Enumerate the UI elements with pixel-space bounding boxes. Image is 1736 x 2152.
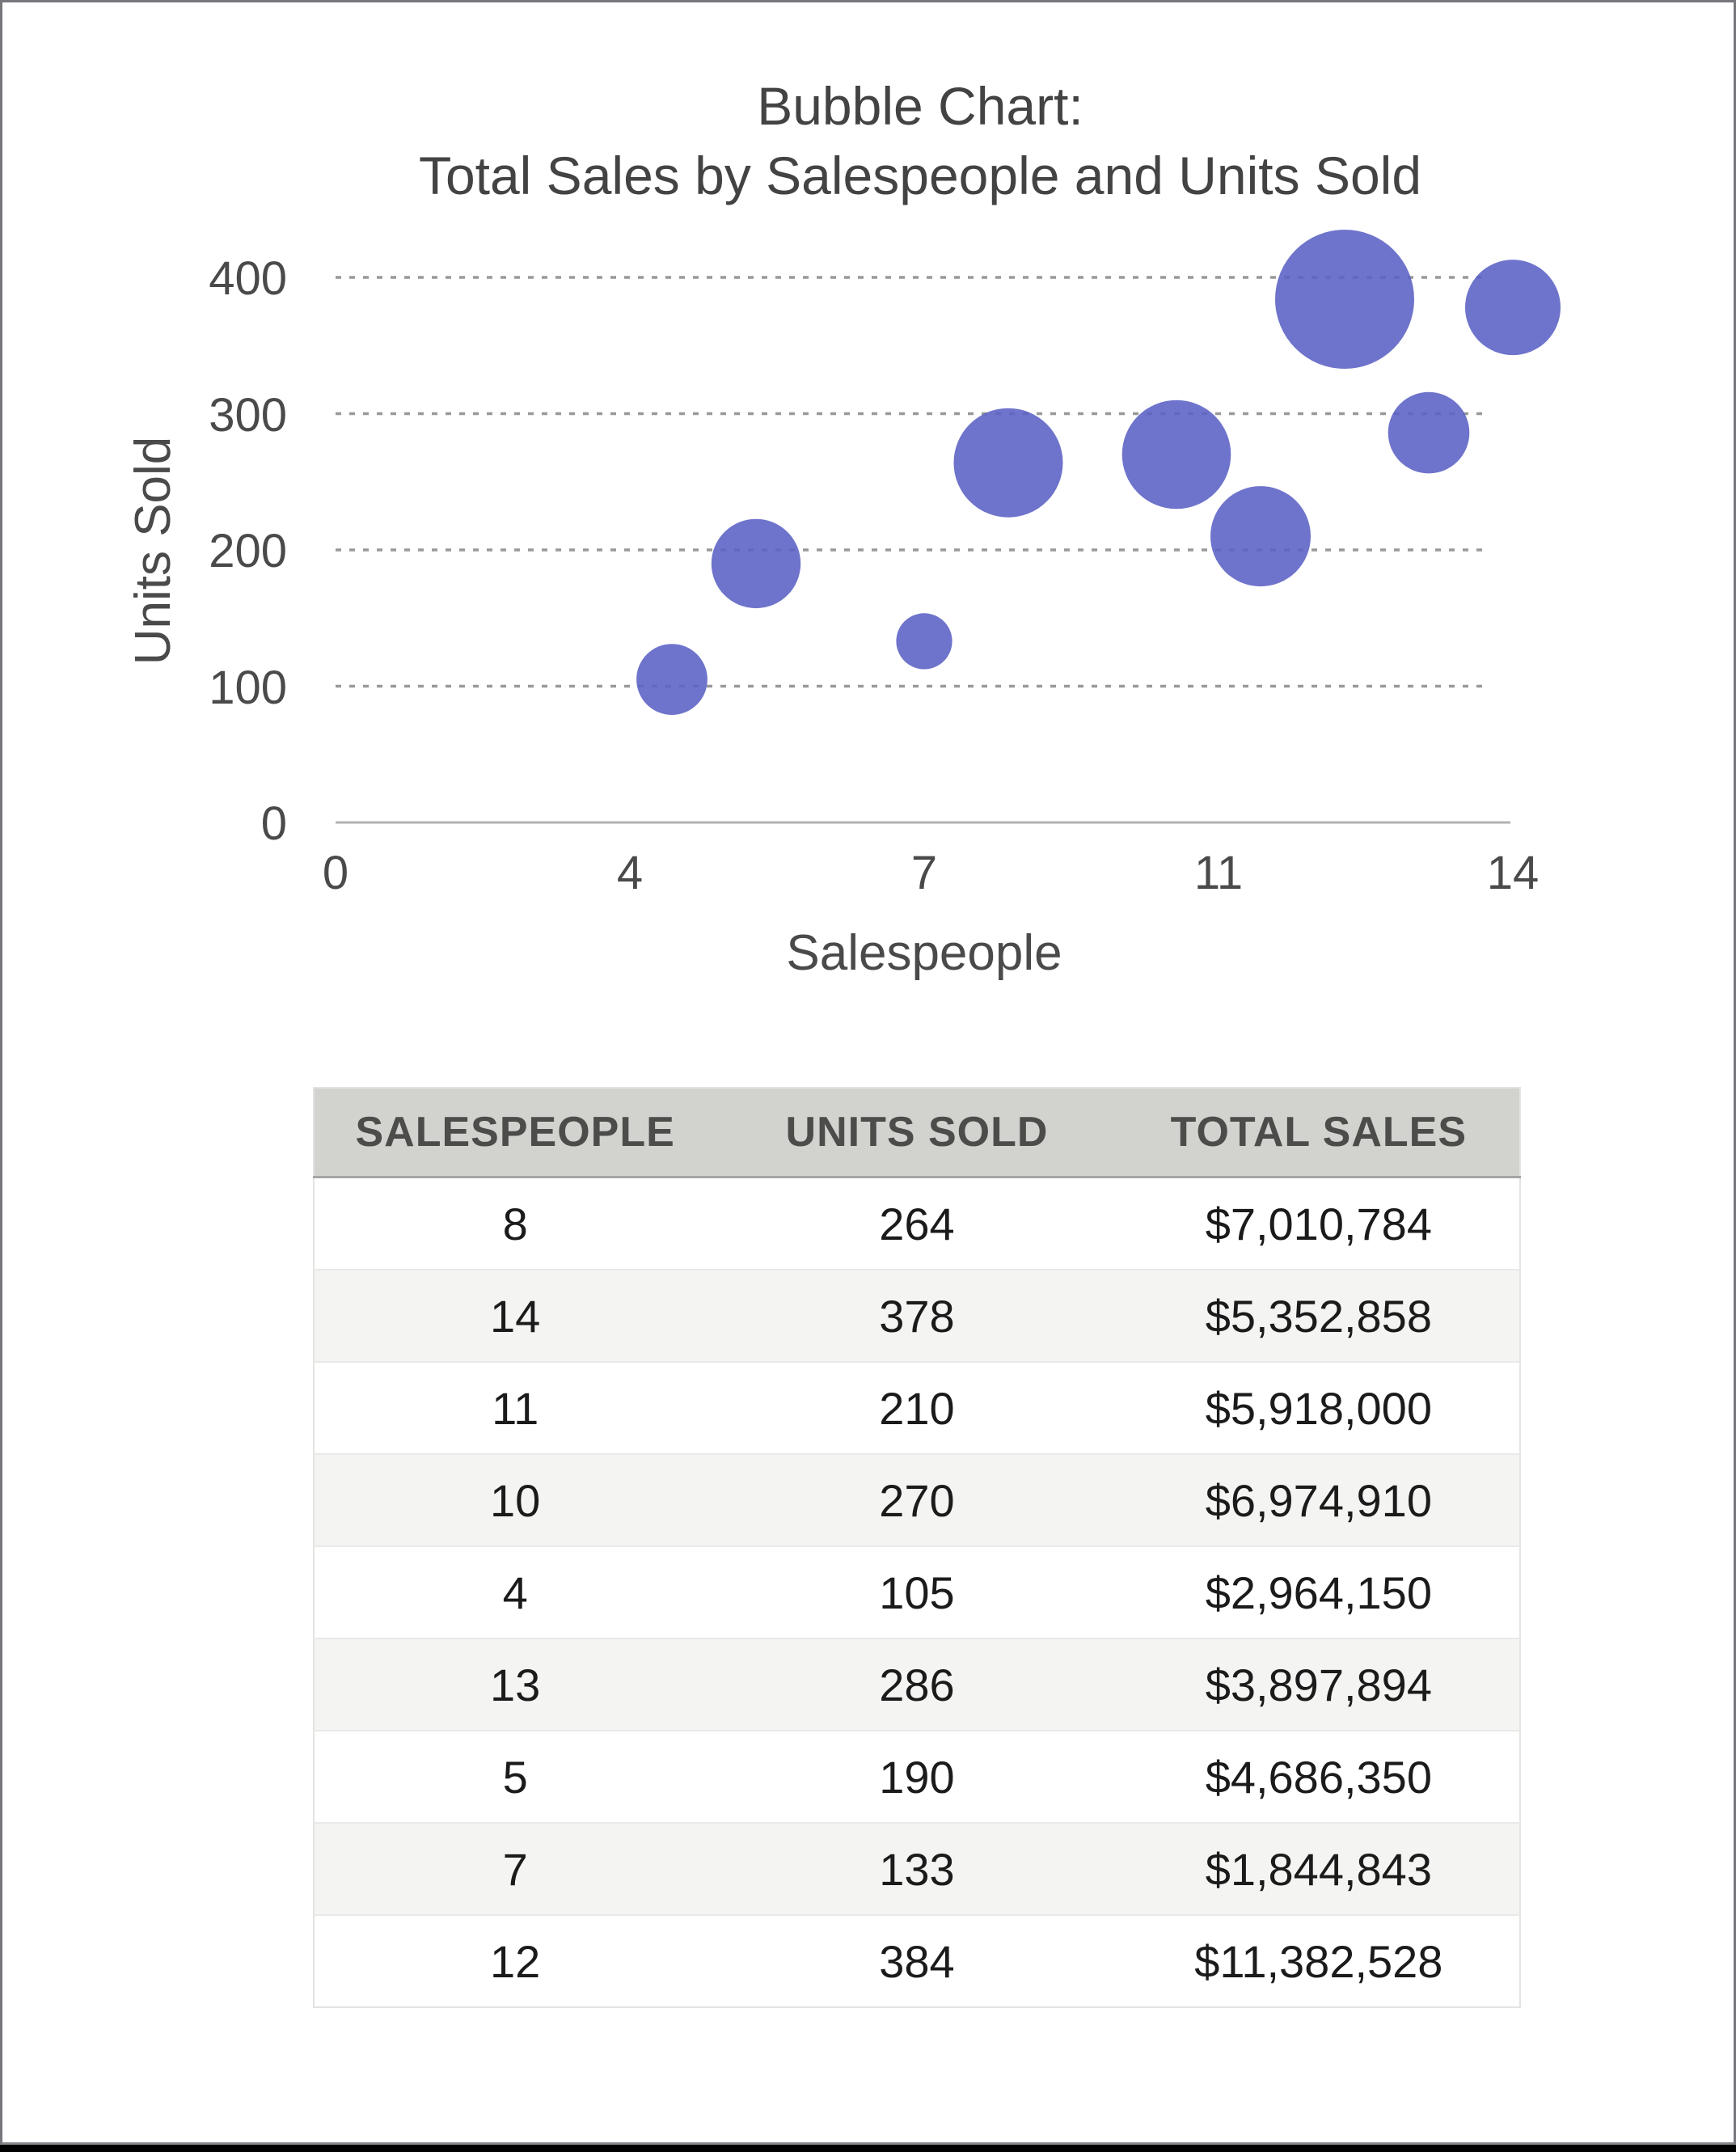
header-salespeople: SALESPEOPLE [314, 1088, 716, 1177]
chart-title-line1: Bubble Chart: [757, 76, 1083, 136]
table-row [314, 1177, 1520, 1270]
bubble [1388, 392, 1470, 474]
table-cell: 4 [314, 1546, 716, 1638]
table-cell: 133 [716, 1823, 1117, 1915]
sales-table-container [313, 1087, 1521, 2008]
table-cell: 210 [716, 1362, 1117, 1454]
bubble [954, 408, 1063, 518]
table-row [314, 1454, 1520, 1546]
table-cell: 12 [314, 1915, 716, 2007]
table-cell: $3,897,894 [1118, 1638, 1520, 1731]
table-row [314, 1915, 1520, 2007]
x-tick-0: 0 [322, 847, 349, 899]
x-tick-4: 4 [616, 847, 644, 899]
bubble [896, 613, 952, 669]
table-cell: 14 [314, 1270, 716, 1362]
x-tick-labels [323, 847, 1539, 899]
y-tick-0: 0 [260, 797, 287, 850]
sales-table-header [314, 1088, 1520, 1177]
table-cell: 7 [314, 1823, 716, 1915]
bubble [1465, 260, 1561, 355]
y-axis-title: Units Sold [125, 436, 181, 666]
table-cell: 270 [716, 1454, 1117, 1546]
bubble-layer [636, 230, 1561, 715]
y-tick-300: 300 [209, 389, 287, 442]
header-units-sold: UNITS SOLD [716, 1088, 1117, 1177]
x-tick-14: 14 [1486, 847, 1540, 899]
table-row [314, 1638, 1520, 1731]
table-cell: $4,686,350 [1118, 1731, 1520, 1823]
bubble [1122, 400, 1231, 509]
header-total-sales: TOTAL SALES [1118, 1088, 1520, 1177]
table-cell: 286 [716, 1638, 1117, 1731]
bubble [636, 644, 707, 715]
header-row [314, 1088, 1520, 1177]
table-cell: $5,352,858 [1118, 1270, 1520, 1362]
y-tick-labels [209, 252, 287, 850]
x-tick-7: 7 [910, 847, 938, 899]
y-tick-400: 400 [209, 252, 287, 305]
bubble [1210, 486, 1311, 586]
x-tick-11: 11 [1193, 847, 1244, 899]
table-cell: 190 [716, 1731, 1117, 1823]
table-cell: 105 [716, 1546, 1117, 1638]
table-row [314, 1823, 1520, 1915]
table-cell: 264 [716, 1177, 1117, 1270]
table-cell: $11,382,528 [1118, 1915, 1520, 2007]
table-cell: $7,010,784 [1118, 1177, 1520, 1270]
table-row [314, 1731, 1520, 1823]
chart-title-line2: Total Sales by Salespeople and Units Sold [418, 146, 1422, 205]
table-cell: 378 [716, 1270, 1117, 1362]
bubble [1275, 230, 1414, 369]
table-cell: 5 [314, 1731, 716, 1823]
bubble [712, 519, 800, 608]
sales-table [313, 1087, 1521, 2008]
y-tick-200: 200 [209, 525, 287, 577]
table-row [314, 1362, 1520, 1454]
bubble-chart [2, 2, 1736, 1038]
table-cell: $5,918,000 [1118, 1362, 1520, 1454]
x-axis-title: Salespeople [786, 925, 1062, 981]
table-row [314, 1270, 1520, 1362]
sales-table-body [314, 1177, 1520, 2008]
y-tick-100: 100 [209, 662, 287, 714]
table-cell: $1,844,843 [1118, 1823, 1520, 1915]
table-cell: $6,974,910 [1118, 1454, 1520, 1546]
table-cell: $2,964,150 [1118, 1546, 1520, 1638]
table-cell: 10 [314, 1454, 716, 1546]
table-cell: 8 [314, 1177, 716, 1270]
table-cell: 384 [716, 1915, 1117, 2007]
table-cell: 13 [314, 1638, 716, 1731]
table-cell: 11 [314, 1362, 716, 1454]
table-row [314, 1546, 1520, 1638]
